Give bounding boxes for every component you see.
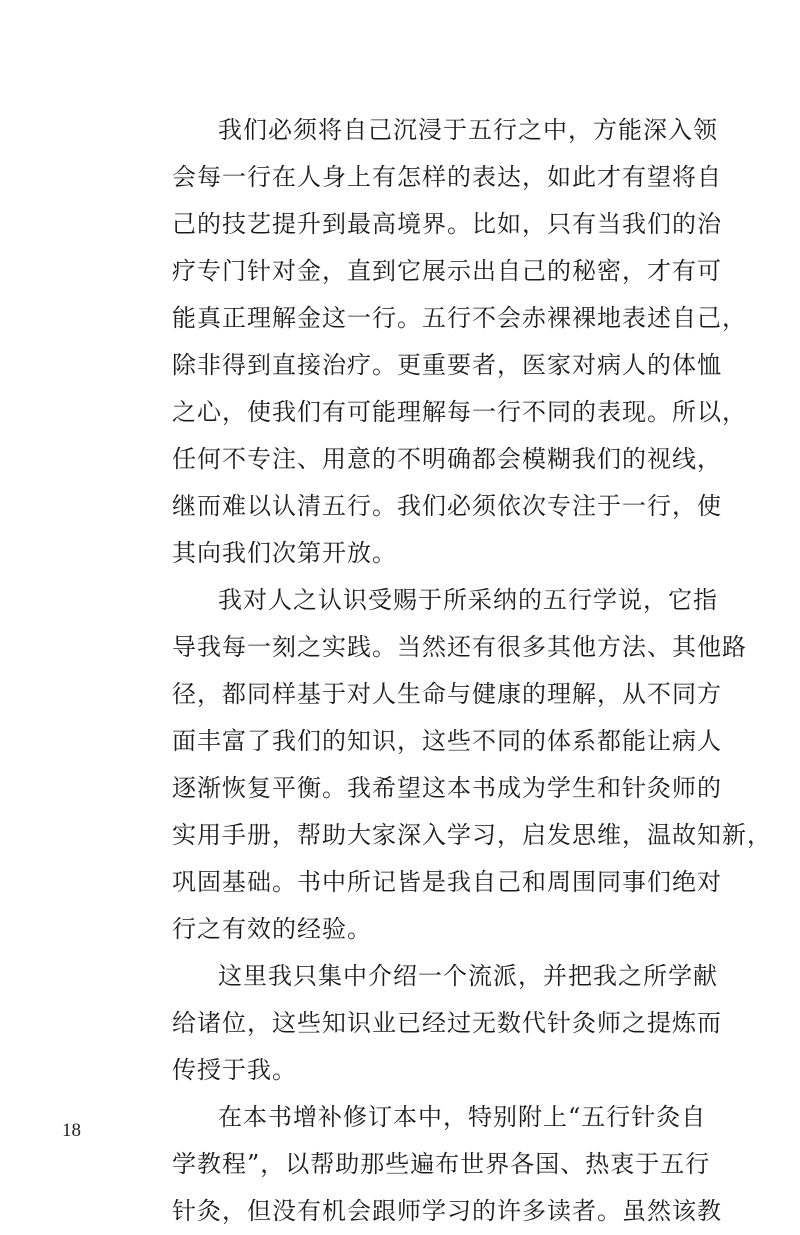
text-line: 行之有效的经验。 <box>172 915 372 943</box>
text-line: 之心，使我们有可能理解每一行不同的表现。所以， <box>172 398 747 426</box>
text-line: 疗专门针对金，直到它展示出自己的秘密，才有可 <box>172 257 722 285</box>
text-line: 针灸，但没有机会跟师学习的许多读者。虽然该教 <box>172 1197 722 1225</box>
text-line: 其向我们次第开放。 <box>172 539 397 567</box>
paragraph-3 <box>172 953 722 1094</box>
text-line: 继而难以认清五行。我们必须依次专注于一行，使 <box>172 492 722 520</box>
paragraph-2 <box>172 577 772 953</box>
text-line: 这里我只集中介绍一个流派，并把我之所学献 <box>218 962 718 990</box>
paragraph-1 <box>172 107 747 577</box>
text-line: 除非得到直接治疗。更重要者，医家对病人的体恤 <box>172 351 722 379</box>
body-text <box>172 107 772 1235</box>
text-line: 面丰富了我们的知识，这些不同的体系都能让病人 <box>172 727 722 755</box>
text-line: 给诸位，这些知识业已经过无数代针灸师之提炼而 <box>172 1009 722 1037</box>
text-line: 在本书增补修订本中，特别附上“五行针灸自 <box>218 1103 707 1131</box>
text-line: 导我每一刻之实践。当然还有很多其他方法、其他路 <box>172 633 747 661</box>
text-line: 逐渐恢复平衡。我希望这本书成为学生和针灸师的 <box>172 774 722 802</box>
text-line: 实用手册，帮助大家深入学习，启发思维，温故知新， <box>172 821 772 849</box>
text-line: 径，都同样基于对人生命与健康的理解，从不同方 <box>172 680 722 708</box>
text-line: 我们必须将自己沉浸于五行之中，方能深入领 <box>218 116 718 144</box>
text-line: 传授于我。 <box>172 1056 297 1084</box>
paragraph-4 <box>172 1094 722 1235</box>
text-line: 会每一行在人身上有怎样的表达，如此才有望将自 <box>172 163 722 191</box>
text-line: 巩固基础。书中所记皆是我自己和周围同事们绝对 <box>172 868 722 896</box>
text-line: 能真正理解金这一行。五行不会赤裸裸地表述自己， <box>172 304 747 332</box>
page-number: 18 <box>62 1120 81 1141</box>
text-line: 己的技艺提升到最高境界。比如，只有当我们的治 <box>172 210 722 238</box>
text-line: 任何不专注、用意的不明确都会模糊我们的视线， <box>172 445 722 473</box>
text-line: 学教程”，以帮助那些遍布世界各国、热衷于五行 <box>172 1150 711 1178</box>
text-line: 我对人之认识受赐于所采纳的五行学说，它指 <box>218 586 718 614</box>
